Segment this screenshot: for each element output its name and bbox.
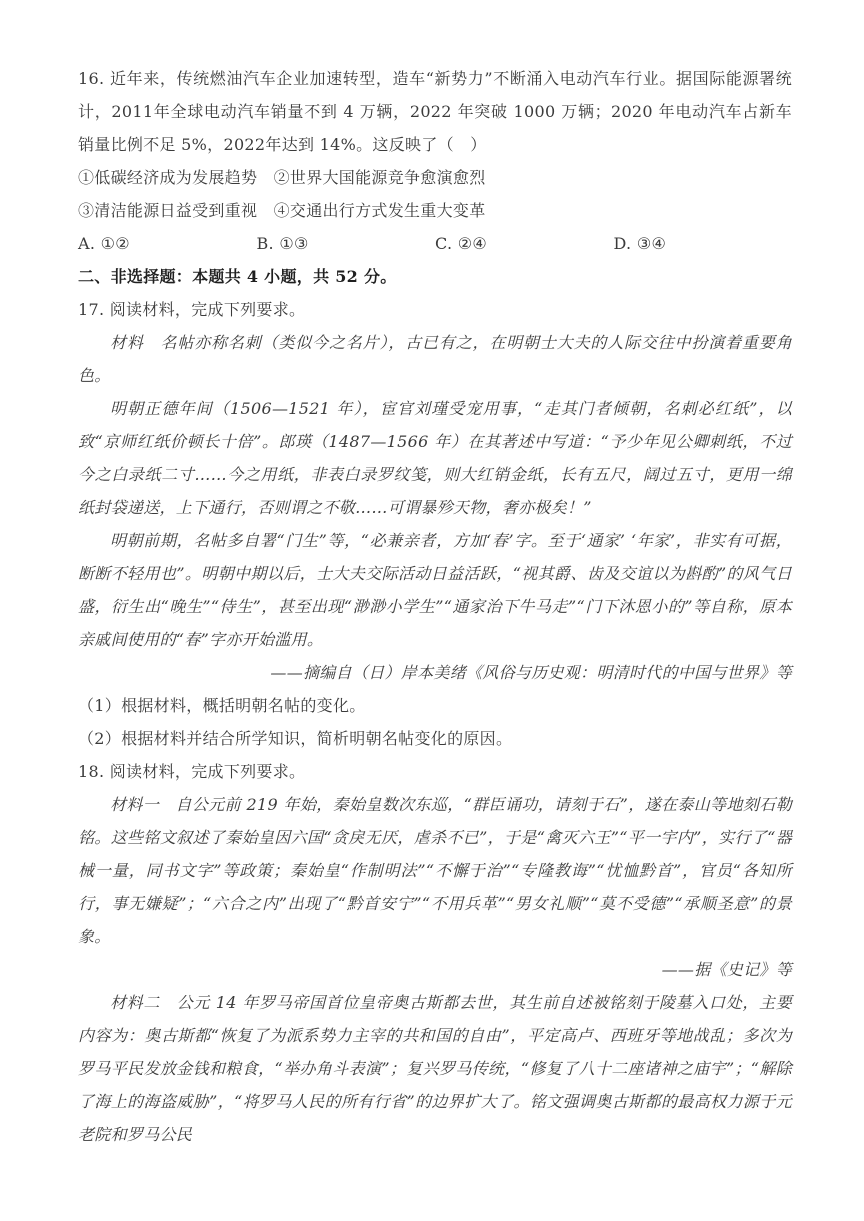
question-16-option-row-1: ①低碳经济成为发展趋势 ②世界大国能源竞争愈演愈烈 [78, 168, 486, 187]
question-17-material-paragraph-2: 明朝前期，名帖多自署“门生”等，“必兼亲者，方加‘春’字。至于‘通家’ ‘年家’，非实有可据，断断不轻用也”。明朝中期以后，士大夫交际活动日益活跃，“视其爵、齿及交谊以为斟酌”的风气日盛，衍生出“晚生”“侍生”，甚至出现“渺渺小学生”“通家治下牛马走”“门下沐恩小的”等自称，原本亲戚间使用的“春”字亦开始滥用。 [78, 531, 792, 649]
question-17-material-paragraph-1: 明朝正德年间（1506—1521 年），宦官刘瑾受宠用事，“走其门者倾朝，名刺必红纸”，以致“京师红纸价顿长十倍”。郎瑛（1487—1566 年）在其著述中写道：“予少年见公卿刺纸，不过今之白录纸二寸……今之用纸，非表白录罗纹笺，则大红销金纸，长有五尺，阔过五寸，更用一绵纸封袋递送，上下通行，否则谓之不敬……可谓暴殄天物，奢亦极矣！” [78, 399, 792, 517]
question-17-material-lead: 材料 名帖亦称名刺（类似今之名片），古已有之，在明朝士大夫的人际交往中扮演着重要角色。 [78, 333, 792, 385]
question-17-source-attribution: ——摘编自（日）岸本美绪《风俗与历史观：明清时代的中国与世界》等 [270, 663, 792, 682]
question-18-material-2: 材料二 公元 14 年罗马帝国首位皇帝奥古斯都去世，其生前自述被铭刻于陵墓入口处，主要内容为：奥古斯都“恢复了为派系势力主宰的共和国的自由”，平定高卢、西班牙等地战乱；多次为罗马平民发放金钱和粮食，“举办角斗表演”；复兴罗马传统，“修复了八十二座诸神之庙宇”；“解除了海上的海盗威胁”，“将罗马人民的所有行省”的边界扩大了。铭文强调奥古斯都的最高权力源于元老院和罗马公民 [78, 993, 792, 1144]
question-18-material-1: 材料一 自公元前 219 年始，秦始皇数次东巡，“群臣诵功，请刻于石”，遂在泰山等地刻石勒铭。这些铭文叙述了秦始皇因六国“贪戾无厌，虐杀不已”，于是“禽灭六王”“平一宇内”，实行了“器械一量，同书文字”等政策；秦始皇“作制明法”“不懈于治”“专隆教诲”“忧恤黔首”，官员“各知所行，事无嫌疑”；“六合之内”出现了“黔首安宁”“不用兵革”“男女礼顺”“莫不受德”“承顺圣意”的景象。 [78, 795, 792, 946]
section-2-heading: 二、非选择题：本题共 4 小题，共 52 分。 [78, 267, 397, 286]
question-16-stem: 16. 近年来，传统燃油汽车企业加速转型，造车“新势力”不断涌入电动汽车行业。据国际能源署统计，2011年全球电动汽车销量不到 4 万辆，2022 年突破 1000 万辆；2020 年电动汽车占新车销量比例不足 5%，2022年达到 14%。这反映了（ ） [78, 69, 792, 154]
question-18-material-1-source: ——据《史记》等 [661, 960, 792, 979]
choice-option-a: A. ①② [78, 234, 130, 253]
choice-option-d: D. ③④ [613, 234, 667, 253]
question-16-option-row-2: ③清洁能源日益受到重视 ④交通出行方式发生重大变革 [78, 201, 486, 220]
question-17-subquestion-1: （1）根据材料，概括明朝名帖的变化。 [78, 696, 366, 715]
question-16-choices [78, 227, 792, 260]
choice-option-b: B. ①③ [256, 234, 309, 253]
question-17-subquestion-2: （2）根据材料并结合所学知识，简析明朝名帖变化的原因。 [78, 729, 513, 748]
choice-option-c: C. ②④ [435, 234, 488, 253]
question-18-intro: 18. 阅读材料，完成下列要求。 [78, 762, 306, 781]
question-17-intro: 17. 阅读材料，完成下列要求。 [78, 300, 306, 319]
